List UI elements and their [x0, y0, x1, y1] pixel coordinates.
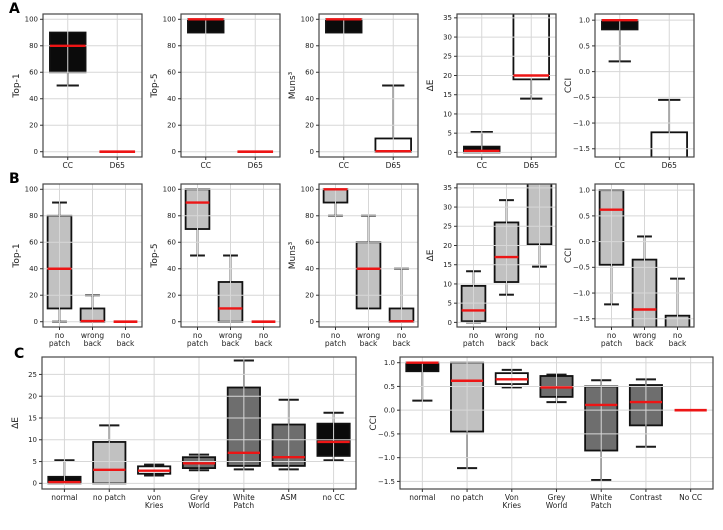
y-tick-label: 40: [167, 265, 176, 274]
boxplot-c-11: [358, 344, 721, 526]
panel-b-plots: [0, 170, 723, 352]
boxes-layer: [326, 19, 411, 151]
y-tick-label: 15: [28, 414, 37, 423]
y-tick-label: 5: [32, 457, 37, 466]
y-tick-label: −1.0: [573, 289, 590, 298]
y-tick-label: 100: [300, 15, 314, 24]
x-category-label: D65: [661, 161, 677, 170]
y-tick-label: −1.0: [378, 454, 395, 463]
panel-c-plots: [0, 344, 723, 526]
boxplot-a-3: [421, 0, 558, 170]
y-tick-label: 20: [28, 392, 37, 401]
y-tick-label: 60: [167, 238, 176, 247]
x-category-label: back: [530, 339, 549, 348]
y-axis-label: Muns³: [288, 71, 298, 100]
x-category-label: patch: [600, 339, 623, 348]
x-category-label: no: [54, 331, 65, 340]
x-category-label: back: [635, 339, 654, 348]
x-category-label: CC: [614, 161, 625, 170]
y-tick-label: 0.0: [578, 68, 590, 77]
panel-b: [0, 170, 723, 352]
y-tick-label: −1.5: [573, 145, 590, 154]
x-category-label: Patch: [233, 501, 255, 510]
x-category-label: no: [192, 331, 203, 340]
x-category-label: back: [668, 339, 687, 348]
y-axis-label: Top-1: [12, 73, 22, 98]
y-tick-label: 80: [167, 42, 176, 51]
y-tick-label: 20: [29, 291, 38, 300]
x-category-label: CC: [200, 161, 211, 170]
y-tick-label: 60: [305, 68, 314, 77]
y-axis-label: Top-5: [150, 243, 160, 268]
y-tick-label: 25: [28, 370, 37, 379]
y-tick-label: 60: [305, 238, 314, 247]
y-tick-label: 60: [167, 68, 176, 77]
y-tick-label: 100: [300, 185, 314, 194]
x-category-label: back: [116, 339, 135, 348]
x-category-label: back: [359, 339, 378, 348]
y-tick-label: 100: [162, 15, 176, 24]
boxplot-b-5: [7, 170, 144, 352]
boxes-layer: [186, 189, 243, 321]
y-tick-label: 100: [162, 185, 176, 194]
x-category-label: White: [232, 493, 255, 502]
x-category-label: back: [497, 339, 516, 348]
x-category-label: Patch: [590, 501, 612, 510]
x-category-label: D65: [109, 161, 125, 170]
panel-b-label: B: [9, 171, 20, 187]
y-tick-label: 1.0: [578, 186, 590, 195]
y-tick-label: 0: [32, 479, 37, 488]
y-tick-label: 40: [305, 95, 314, 104]
y-tick-label: −1.5: [378, 477, 395, 486]
y-tick-label: 80: [29, 42, 38, 51]
boxplot-a-2: [283, 0, 420, 170]
y-tick-label: −0.5: [573, 93, 590, 102]
y-tick-label: 0.5: [578, 42, 590, 51]
x-category-label: no: [672, 331, 683, 340]
boxplot-b-9: [559, 170, 696, 352]
gridlines: [181, 14, 280, 157]
medians-layer: [464, 76, 549, 151]
x-category-label: CC: [338, 161, 349, 170]
x-category-label: World: [545, 501, 568, 510]
y-tick-label: −1.5: [573, 315, 590, 324]
y-tick-label: 20: [29, 121, 38, 130]
x-category-label: Von: [504, 493, 519, 502]
x-category-label: back: [83, 339, 102, 348]
boxplot-b-6: [145, 170, 282, 352]
x-category-label: no: [330, 331, 341, 340]
y-tick-label: 20: [443, 71, 452, 80]
boxes-layer: [464, 10, 549, 152]
x-category-label: wrong: [218, 331, 243, 340]
y-tick-label: 60: [29, 238, 38, 247]
gridlines: [42, 357, 356, 489]
y-tick-label: 0.0: [383, 406, 395, 415]
x-category-label: wrong: [80, 331, 105, 340]
x-category-label: Contrast: [629, 493, 662, 502]
x-category-label: normal: [51, 493, 78, 502]
y-tick-label: 5: [447, 299, 452, 308]
y-tick-label: −0.5: [378, 430, 395, 439]
y-tick-label: −0.5: [573, 263, 590, 272]
x-category-label: Grey: [547, 493, 566, 502]
y-tick-label: 35: [443, 14, 452, 23]
boxplot-b-8: [421, 170, 558, 352]
y-axis-label: ΔE: [11, 417, 21, 429]
x-category-label: patch: [186, 339, 209, 348]
medians-layer: [188, 19, 273, 151]
axes-frame: [181, 14, 280, 157]
x-category-label: back: [392, 339, 411, 348]
y-tick-label: 40: [29, 265, 38, 274]
y-tick-label: 25: [443, 222, 452, 231]
y-tick-label: 80: [29, 212, 38, 221]
boxes-layer: [602, 20, 687, 161]
x-category-label: normal: [409, 493, 436, 502]
boxes-layer: [406, 363, 662, 480]
x-category-label: ASM: [280, 493, 297, 502]
y-tick-label: 0: [309, 318, 314, 327]
x-category-label: wrong: [494, 331, 519, 340]
boxplot-a-4: [559, 0, 696, 170]
x-category-label: no: [258, 331, 269, 340]
boxplot-a-1: [145, 0, 282, 170]
y-tick-label: 20: [167, 291, 176, 300]
y-tick-label: 1.0: [578, 16, 590, 25]
boxplot-c-10: [6, 344, 358, 526]
x-category-label: D65: [523, 161, 539, 170]
y-tick-label: 80: [305, 42, 314, 51]
y-tick-label: 30: [443, 203, 452, 212]
y-tick-label: 15: [443, 91, 452, 100]
y-tick-label: 20: [443, 241, 452, 250]
x-category-label: back: [221, 339, 240, 348]
y-tick-label: −1.0: [573, 119, 590, 128]
y-tick-label: 0: [33, 318, 38, 327]
y-tick-label: 5: [447, 129, 452, 138]
y-axis-label: CCI: [369, 415, 379, 431]
x-category-label: D65: [247, 161, 263, 170]
y-tick-label: 0.5: [383, 382, 395, 391]
y-tick-label: 30: [443, 33, 452, 42]
x-category-label: patch: [48, 339, 71, 348]
boxes-layer: [48, 203, 105, 322]
panel-a: [0, 0, 723, 170]
x-category-label: No CC: [679, 493, 703, 502]
y-tick-label: 20: [305, 291, 314, 300]
gridlines: [319, 184, 418, 327]
y-tick-label: 10: [443, 280, 452, 289]
y-tick-label: 20: [305, 121, 314, 130]
y-tick-label: 0: [171, 148, 176, 157]
y-tick-label: 0: [447, 148, 452, 157]
y-tick-label: 0.5: [578, 212, 590, 221]
y-tick-label: 80: [167, 212, 176, 221]
y-axis-label: CCI: [564, 77, 574, 94]
y-tick-label: 0: [309, 148, 314, 157]
y-axis-label: Muns³: [288, 241, 298, 270]
x-category-label: back: [254, 339, 273, 348]
x-category-label: patch: [462, 339, 485, 348]
y-axis-label: Top-5: [150, 73, 160, 98]
y-tick-label: 40: [167, 95, 176, 104]
x-category-label: no patch: [92, 493, 126, 502]
x-category-label: no: [396, 331, 407, 340]
x-category-label: Kries: [144, 501, 164, 510]
x-category-label: patch: [324, 339, 347, 348]
boxplot-a-0: [7, 0, 144, 170]
x-category-label: White: [590, 493, 613, 502]
y-tick-label: 80: [305, 212, 314, 221]
y-tick-label: 15: [443, 261, 452, 270]
x-category-label: von: [147, 493, 162, 502]
y-axis-label: CCI: [564, 247, 574, 264]
y-tick-label: 0: [171, 318, 176, 327]
y-tick-label: 60: [29, 68, 38, 77]
y-tick-label: 0: [447, 318, 452, 327]
y-axis-label: ΔE: [426, 249, 436, 262]
y-tick-label: 10: [28, 436, 37, 445]
x-category-label: no CC: [322, 493, 345, 502]
gridlines: [400, 357, 713, 489]
x-category-label: no: [534, 331, 545, 340]
y-tick-label: 40: [305, 265, 314, 274]
y-tick-label: 1.0: [383, 359, 395, 368]
y-tick-label: 0: [33, 148, 38, 157]
x-category-label: Kries: [502, 501, 522, 510]
x-category-label: no: [120, 331, 131, 340]
x-category-label: no: [468, 331, 479, 340]
y-axis-label: Top-1: [12, 243, 22, 268]
x-category-label: no patch: [450, 493, 484, 502]
boxplot-b-7: [283, 170, 420, 352]
panel-c: [0, 344, 723, 526]
panel-a-plots: [0, 0, 723, 170]
x-category-label: D65: [385, 161, 401, 170]
x-category-label: CC: [62, 161, 73, 170]
x-category-label: wrong: [356, 331, 381, 340]
y-tick-label: 35: [443, 184, 452, 193]
x-category-label: CC: [476, 161, 487, 170]
y-tick-label: 100: [24, 185, 38, 194]
y-axis-label: ΔE: [426, 79, 436, 92]
y-tick-label: 20: [167, 121, 176, 130]
y-tick-label: 100: [24, 15, 38, 24]
x-category-label: Grey: [190, 493, 208, 502]
x-category-label: wrong: [632, 331, 657, 340]
x-category-label: World: [188, 501, 210, 510]
panel-c-label: C: [14, 346, 25, 362]
y-tick-label: 25: [443, 52, 452, 61]
panel-a-label: A: [9, 1, 20, 17]
y-tick-label: 10: [443, 110, 452, 119]
y-tick-label: 0.0: [578, 238, 590, 247]
x-category-label: no: [606, 331, 617, 340]
y-tick-label: 40: [29, 95, 38, 104]
